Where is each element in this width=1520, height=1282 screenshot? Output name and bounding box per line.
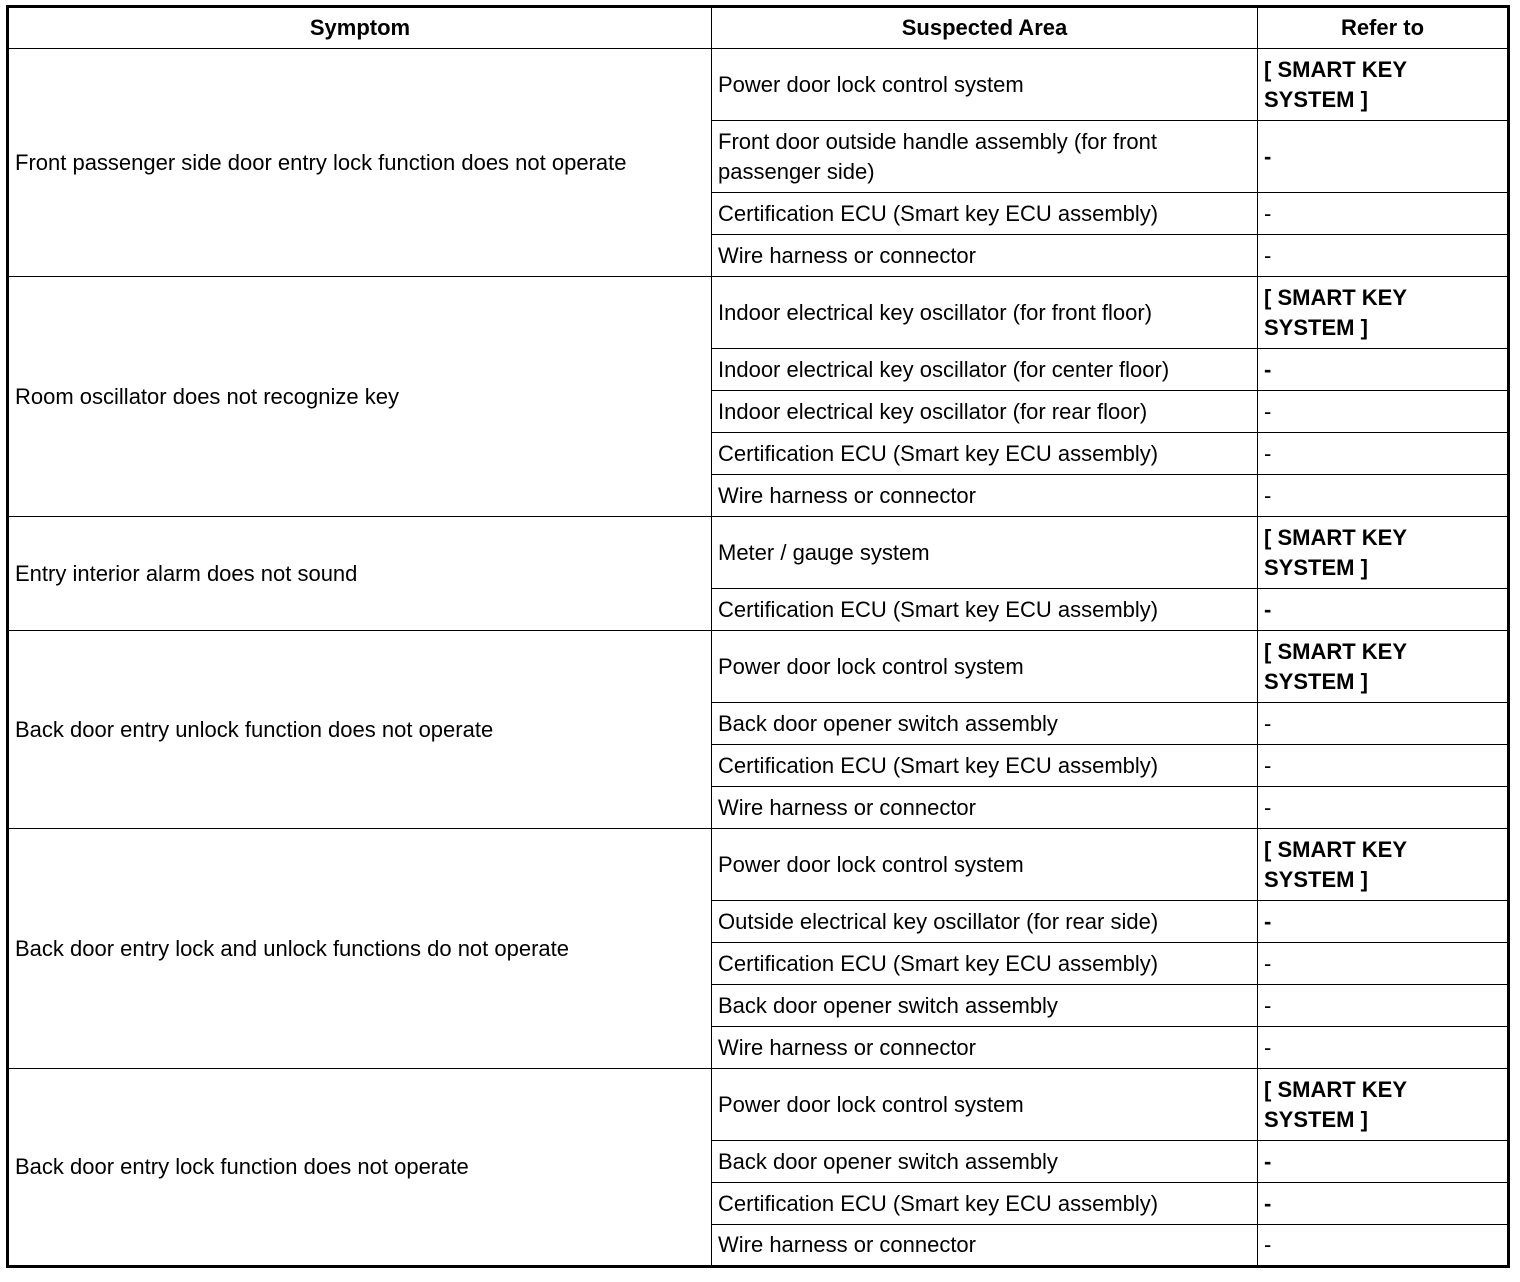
refer-to-cell: - bbox=[1258, 391, 1509, 433]
refer-to-cell: - bbox=[1258, 235, 1509, 277]
refer-to-cell: - bbox=[1258, 787, 1509, 829]
suspected-area-cell: Certification ECU (Smart key ECU assembly) bbox=[712, 433, 1258, 475]
refer-to-cell: - bbox=[1258, 433, 1509, 475]
refer-to-link[interactable]: [ SMART KEY SYSTEM ] bbox=[1258, 49, 1509, 121]
suspected-area-cell: Wire harness or connector bbox=[712, 1027, 1258, 1069]
suspected-area-cell: Back door opener switch assembly bbox=[712, 1141, 1258, 1183]
suspected-area-cell: Back door opener switch assembly bbox=[712, 985, 1258, 1027]
suspected-area-cell: Certification ECU (Smart key ECU assembly) bbox=[712, 589, 1258, 631]
suspected-area-cell: Power door lock control system bbox=[712, 829, 1258, 901]
suspected-area-cell: Power door lock control system bbox=[712, 631, 1258, 703]
refer-to-link[interactable]: [ SMART KEY SYSTEM ] bbox=[1258, 1069, 1509, 1141]
table-row bbox=[8, 829, 1509, 901]
refer-to-cell: - bbox=[1258, 703, 1509, 745]
refer-to-cell: - bbox=[1258, 121, 1509, 193]
suspected-area-cell: Certification ECU (Smart key ECU assembly) bbox=[712, 943, 1258, 985]
suspected-area-cell: Meter / gauge system bbox=[712, 517, 1258, 589]
refer-to-link[interactable]: [ SMART KEY SYSTEM ] bbox=[1258, 517, 1509, 589]
suspected-area-cell: Power door lock control system bbox=[712, 49, 1258, 121]
suspected-area-cell: Wire harness or connector bbox=[712, 235, 1258, 277]
table-row bbox=[8, 277, 1509, 349]
refer-to-cell: - bbox=[1258, 985, 1509, 1027]
troubleshooting-table bbox=[6, 5, 1510, 1268]
suspected-area-cell: Indoor electrical key oscillator (for front floor) bbox=[712, 277, 1258, 349]
table-row bbox=[8, 517, 1509, 589]
suspected-area-cell: Certification ECU (Smart key ECU assembly) bbox=[712, 193, 1258, 235]
symptom-cell: Room oscillator does not recognize key bbox=[8, 277, 712, 517]
refer-to-cell: - bbox=[1258, 1027, 1509, 1069]
symptom-cell: Back door entry lock function does not operate bbox=[8, 1069, 712, 1267]
symptom-cell: Front passenger side door entry lock function does not operate bbox=[8, 49, 712, 277]
refer-to-cell: - bbox=[1258, 349, 1509, 391]
suspected-area-cell: Certification ECU (Smart key ECU assembly) bbox=[712, 1183, 1258, 1225]
refer-to-cell: - bbox=[1258, 1141, 1509, 1183]
refer-to-link[interactable]: [ SMART KEY SYSTEM ] bbox=[1258, 277, 1509, 349]
symptom-cell: Back door entry lock and unlock functions do not operate bbox=[8, 829, 712, 1069]
refer-to-cell: - bbox=[1258, 193, 1509, 235]
suspected-area-cell: Indoor electrical key oscillator (for rear floor) bbox=[712, 391, 1258, 433]
refer-to-cell: - bbox=[1258, 745, 1509, 787]
table-row bbox=[8, 49, 1509, 121]
refer-to-cell: - bbox=[1258, 943, 1509, 985]
refer-to-link[interactable]: [ SMART KEY SYSTEM ] bbox=[1258, 829, 1509, 901]
refer-to-cell: - bbox=[1258, 1183, 1509, 1225]
refer-to-cell: - bbox=[1258, 589, 1509, 631]
header-suspected-area: Suspected Area bbox=[712, 7, 1258, 49]
suspected-area-cell: Front door outside handle assembly (for front passenger side) bbox=[712, 121, 1258, 193]
suspected-area-cell: Power door lock control system bbox=[712, 1069, 1258, 1141]
symptom-cell: Back door entry unlock function does not operate bbox=[8, 631, 712, 829]
refer-to-cell: - bbox=[1258, 901, 1509, 943]
table-row bbox=[8, 631, 1509, 703]
header-row bbox=[8, 7, 1509, 49]
suspected-area-cell: Outside electrical key oscillator (for rear side) bbox=[712, 901, 1258, 943]
suspected-area-cell: Indoor electrical key oscillator (for center floor) bbox=[712, 349, 1258, 391]
symptom-cell: Entry interior alarm does not sound bbox=[8, 517, 712, 631]
table-body bbox=[8, 49, 1509, 1267]
header-symptom: Symptom bbox=[8, 7, 712, 49]
header-refer-to: Refer to bbox=[1258, 7, 1509, 49]
suspected-area-cell: Wire harness or connector bbox=[712, 1225, 1258, 1267]
table-row bbox=[8, 1069, 1509, 1141]
refer-to-cell: - bbox=[1258, 1225, 1509, 1267]
refer-to-link[interactable]: [ SMART KEY SYSTEM ] bbox=[1258, 631, 1509, 703]
refer-to-cell: - bbox=[1258, 475, 1509, 517]
suspected-area-cell: Wire harness or connector bbox=[712, 787, 1258, 829]
suspected-area-cell: Certification ECU (Smart key ECU assembly) bbox=[712, 745, 1258, 787]
suspected-area-cell: Wire harness or connector bbox=[712, 475, 1258, 517]
suspected-area-cell: Back door opener switch assembly bbox=[712, 703, 1258, 745]
